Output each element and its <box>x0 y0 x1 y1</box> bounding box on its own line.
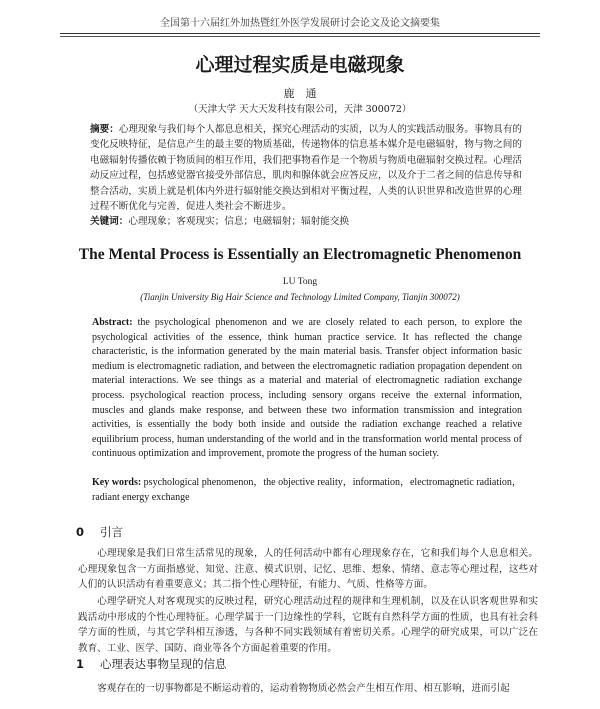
body-paragraph: 客观存在的一切事物都是不断运动着的，运动着物物质必然会产生相互作用、相互影响，进而引起 <box>97 683 510 694</box>
running-header: 全国第十六届红外加热暨红外医学发展研讨会论文及论文摘要集 <box>60 14 540 34</box>
section-heading-information <box>76 656 227 672</box>
chinese-keywords-text: 心理现象；客观现实；信息；电磁辐射；辐射能交换 <box>128 216 350 228</box>
english-keywords-text: psychological phenomenon，the objective reality，information，electromagnetic radiation，radiant energy exchange <box>92 477 522 503</box>
section-title: 心理表达事物呈现的信息 <box>100 657 227 671</box>
english-title: The Mental Process is Essentially an Electromagnetic Phenomenon <box>78 246 522 263</box>
chinese-affiliation: （天津大学 天大天发科技有限公司，天津 300072） <box>188 104 412 115</box>
chinese-abstract <box>90 122 522 230</box>
english-abstract-text: the psychological phenomenon and we are closely related to each person, to explore the psychological activities of the essence, think human practice service. It has reflected the change characteristic, is the information generated by the main material basis. Transfer object information basic medium is electromagnetic radiation, and between the electromagnetic radiation propagation dependent on material interactions. We see things as a material and material of electromagnetic radiation exchange process. psychological reaction process, including sensory organs receive the external information, muscles and glands make response, and between these two information transmission and integration activities, is essentially the body both inside and outside the radiation exchange reached a relative equilibrium process, human understanding of the world and in the transformation world mental process of continuous optimization and improvement, promote the progress of the human society. <box>92 317 523 460</box>
chinese-abstract-text: 心理现象与我们每个人都息息相关，探究心理活动的实质，以为人的实践活动服务。事物具有的变化反映特征，是信息产生的最主要的物质基础，传递物体的信息基本媒介是电磁辐射，物与物之间的电磁辐射传播依赖于物质间的相互作用，我们把事物看作是一个物质与物质电磁辐射交换过程。心理活动反应过程，包括感觉器官接受外部信息，肌肉和腺体就会应答反应，以及介于二者之间的信息传导和整合活动，实质上就是机体内外进行辐射能交换达到相对平衡过程，人类的认识世界和改造世界的心理过程不断优化与完善，促进人类社会不断进步。 <box>90 124 523 213</box>
intro-paragraph: 心理学研究人对客观现实的反映过程，研究心理活动过程的规律和生理机制，以及在认识客观世界和实践活动中形成的个性心理特征。心理学属于一门边缘性的学科，它既有自然科学方面的性质，也具有社会科学方面的性质，与其它学科相互渗透，与各种不同实践领域有着密切关系。心理学的研究成果，可以广泛在教育、工业、医学、国防、商业等各个方面起着重要的作用。 <box>78 596 538 654</box>
section-number: 0 <box>76 525 85 539</box>
english-abstract-label: Abstract: <box>92 317 133 328</box>
english-affiliation: (Tianjin University Big Hair Science and Technology Limited Company, Tianjin 300072) <box>140 292 460 302</box>
chinese-author: 鹿 通 <box>283 87 317 100</box>
english-keywords <box>92 476 522 505</box>
intro-paragraph: 心理现象是我们日常生活常见的现象，人的任何活动中都有心理现象存在，它和我们每个人息息相关。心理现象包含一方面指感觉、知觉、注意、模式识别、记忆、思维、想象、情绪、意志等心理过程，这些对人们的认识活动有着重要意义；其二指个性心理特征，有能力、气质、性格等方面。 <box>78 548 538 591</box>
section-heading-intro <box>76 524 123 540</box>
english-author: LU Tong <box>282 277 318 287</box>
section-number: 1 <box>76 657 85 671</box>
chinese-abstract-label: 摘要： <box>90 124 119 135</box>
english-keywords-label: Key words: <box>92 477 142 488</box>
chinese-keywords-label: 关键词： <box>90 216 129 228</box>
section-title: 引言 <box>100 525 123 539</box>
english-abstract <box>92 316 522 462</box>
chinese-title: 心理过程实质是电磁现象 <box>195 54 405 76</box>
